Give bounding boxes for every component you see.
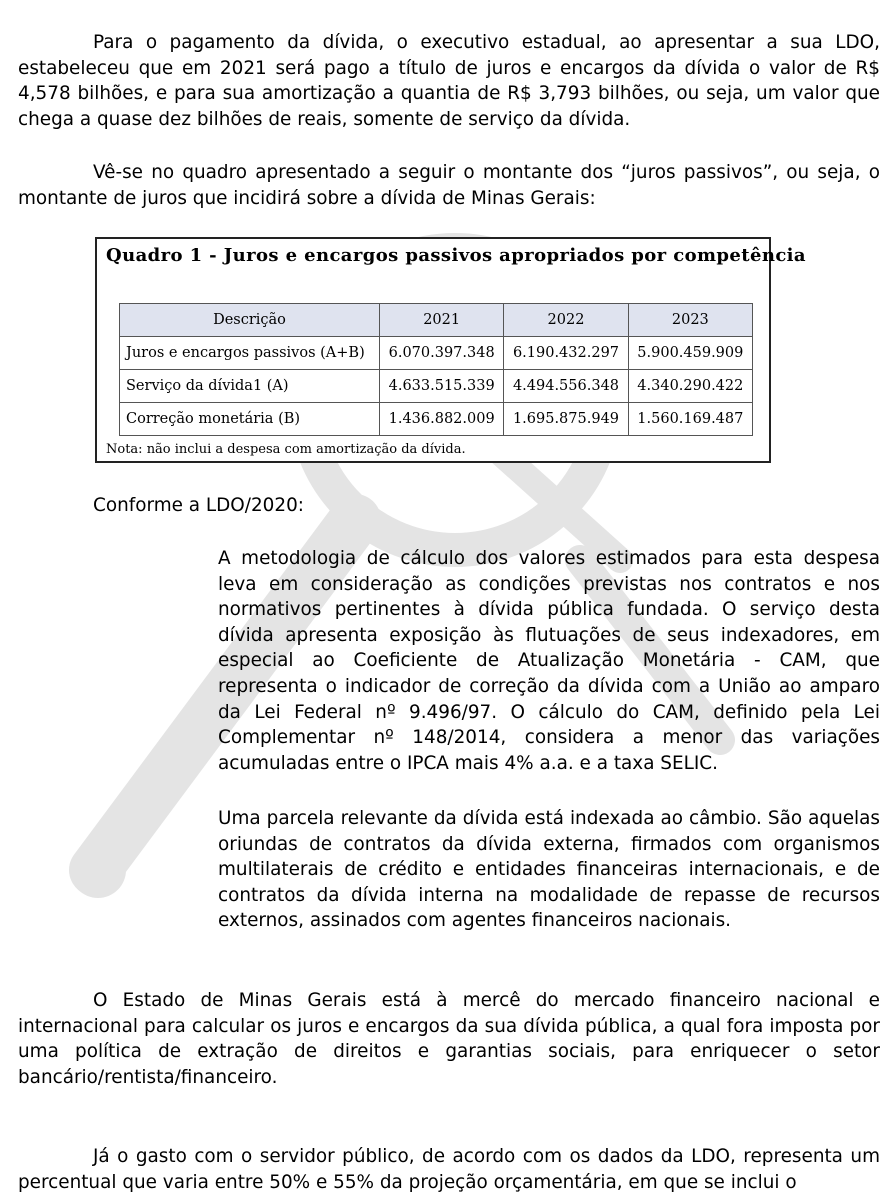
header-2022: 2022 [504, 304, 628, 337]
quadro-1-table-box [95, 237, 806, 463]
table-row [120, 403, 753, 436]
cell-value: 1.695.875.949 [504, 403, 628, 436]
row-label: Juros e encargos passivos (A+B) [120, 337, 380, 370]
header-descricao: Descrição [120, 304, 380, 337]
cell-value: 6.190.432.297 [504, 337, 628, 370]
table-header-row [120, 304, 753, 337]
cell-value: 6.070.397.348 [380, 337, 504, 370]
cell-value: 5.900.459.909 [628, 337, 752, 370]
paragraph-financial-market: O Estado de Minas Gerais está à mercê do mercado financeiro nacional e internacional para calcular os juros e encargos da sua dívida pública, a qual fora imposta por uma política de extração de direitos e garantias sociais, para enriquecer o setor bancário/rentista/financeiro. [18, 990, 880, 1088]
paragraph-ldo-intro: Conforme a LDO/2020: [93, 495, 304, 516]
paragraph-passive-interest: Vê-se no quadro apresentado a seguir o montante dos “juros passivos”, ou seja, o montante de juros que incidirá sobre a dívida de Minas Gerais: [18, 162, 880, 209]
row-label: Correção monetária (B) [120, 403, 380, 436]
paragraph-public-servant: Já o gasto com o servidor público, de acordo com os dados da LDO, representa um percentual que varia entre 50% e 55% da projeção orçamentária, em que se inclui o [18, 1146, 880, 1193]
table-row [120, 370, 753, 403]
quote-exchange-indexed: Uma parcela relevante da dívida está indexada ao câmbio. São aquelas oriundas de contratos da dívida externa, firmados com organismos multilaterais de crédito e entidades financeiras internacionais, e de contratos da dívida interna na modalidade de repasse de recursos externos, assinados com agentes financeiros nacionais. [218, 808, 880, 932]
row-label: Serviço da dívida1 (A) [120, 370, 380, 403]
quadro-title: Quadro 1 - Juros e encargos passivos apropriados por competência [106, 245, 806, 266]
cell-value: 4.633.515.339 [380, 370, 504, 403]
interest-table [119, 303, 753, 436]
cell-value: 1.560.169.487 [628, 403, 752, 436]
paragraph-debt-payment: Para o pagamento da dívida, o executivo estadual, ao apresentar a sua LDO, estabeleceu que em 2021 será pago a título de juros e encargos da dívida o valor de R$ 4,578 bilhões, e para sua amortização a quantia de R$ 3,793 bilhões, ou seja, um valor que chega a quase dez bilhões de reais, somente de serviço da dívida. [18, 32, 880, 130]
table-row [120, 337, 753, 370]
cell-value: 1.436.882.009 [380, 403, 504, 436]
table-note: Nota: não inclui a despesa com amortização da dívida. [106, 442, 466, 457]
quote-methodology: A metodologia de cálculo dos valores estimados para esta despesa leva em consideração as condições previstas nos contratos e nos normativos pertinentes à dívida pública fundada. O serviço desta dívida apresenta exposição às flutuações de seus indexadores, em especial ao Coeficiente de Atualização Monetária - CAM, que representa o indicador de correção da dívida com a União ao amparo da Lei Federal nº 9.496/97. O cálculo do CAM, definido pela Lei Complementar nº 148/2014, considera a menor das variações acumuladas entre o IPCA mais 4% a.a. e a taxa SELIC. [218, 548, 880, 774]
header-2021: 2021 [380, 304, 504, 337]
cell-value: 4.494.556.348 [504, 370, 628, 403]
header-2023: 2023 [628, 304, 752, 337]
cell-value: 4.340.290.422 [628, 370, 752, 403]
